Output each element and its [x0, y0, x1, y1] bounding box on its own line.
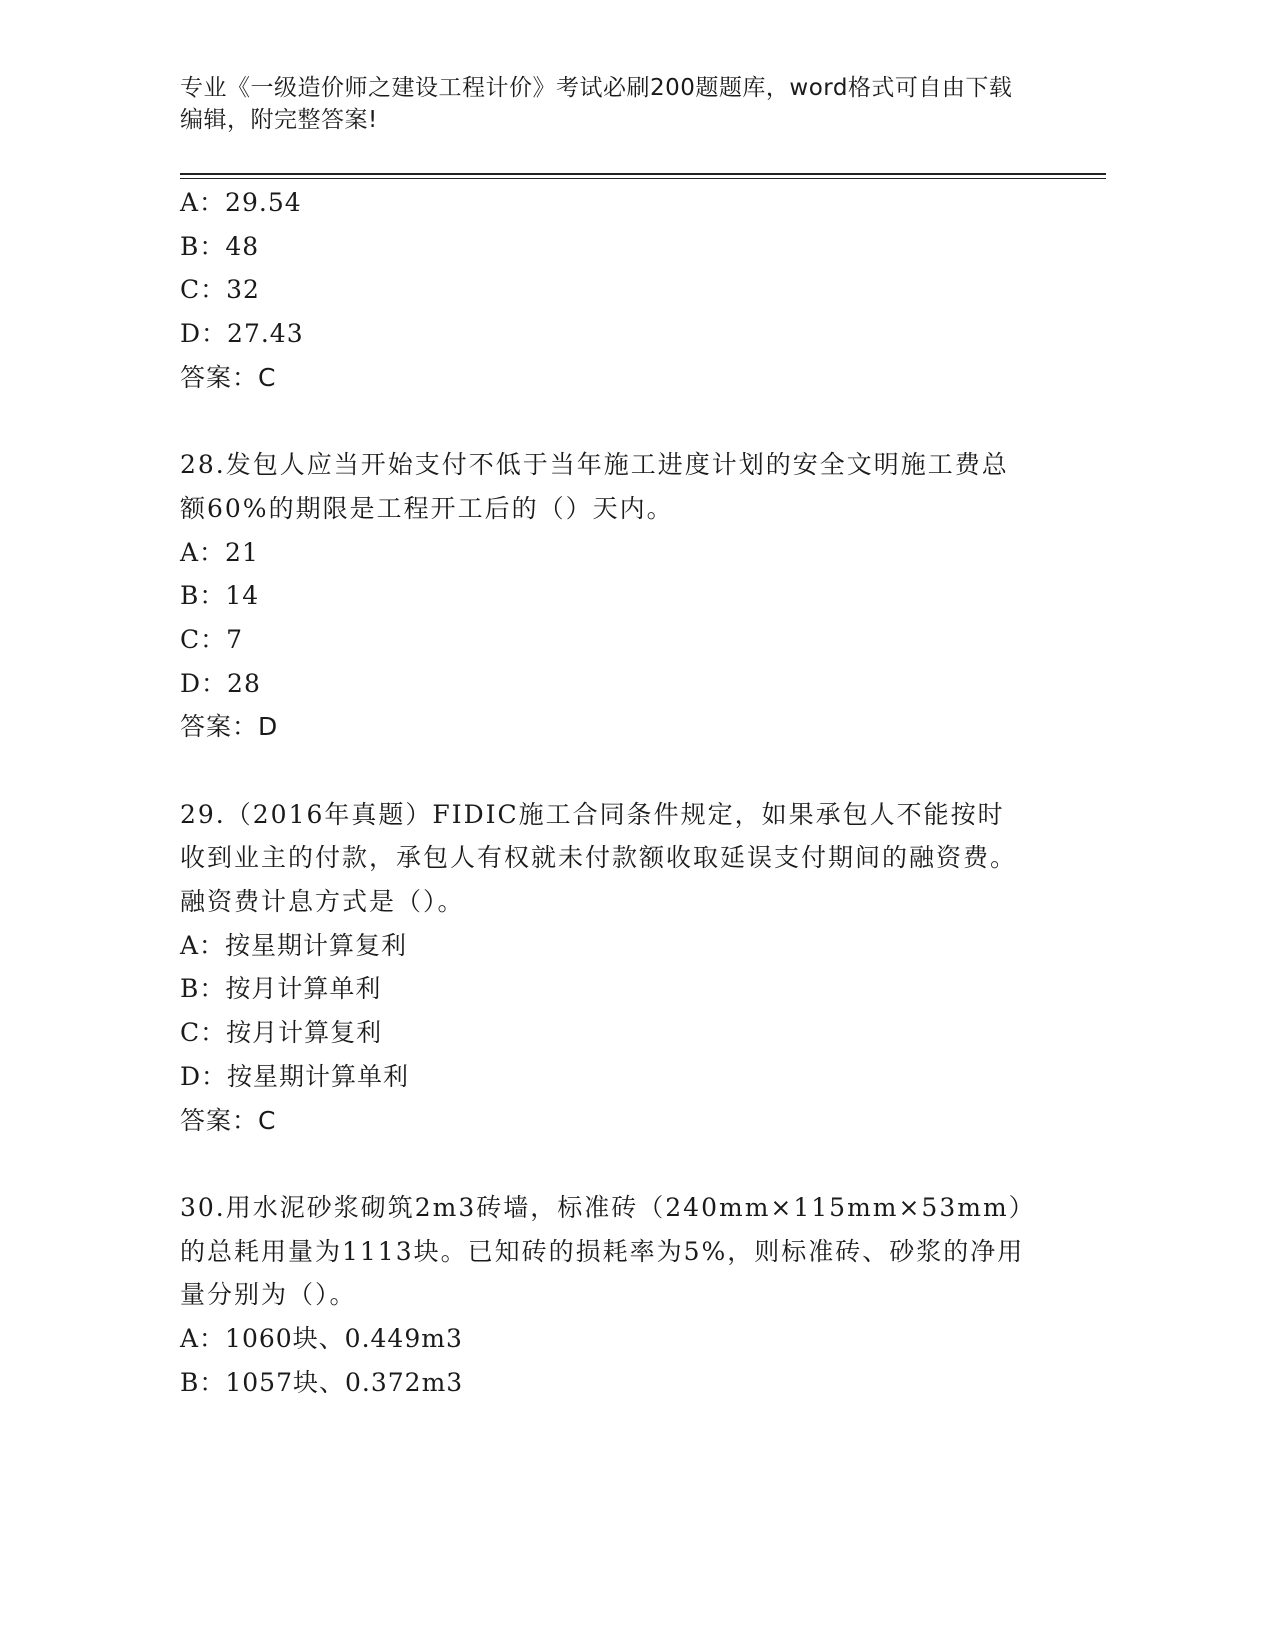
header-line-1: 专业《一级造价师之建设工程计价》考试必刷200题题库，word格式可自由下载: [180, 75, 1013, 101]
question-27-block: [180, 181, 1050, 399]
option-a: A：1060块、0.449m3: [180, 1324, 463, 1353]
option-c: C：7: [180, 624, 244, 654]
option-d: D：按星期计算单利: [180, 1061, 410, 1091]
option-c: C：32: [180, 275, 260, 305]
header-rule-thin: [180, 178, 1106, 179]
spacer: [180, 749, 1050, 793]
option-c: C：按月计算复利: [180, 1018, 383, 1048]
option-a: A：21: [180, 537, 259, 567]
option-d: D：27.43: [180, 319, 304, 349]
option-d: D：28: [180, 668, 261, 698]
header-line-2: 编辑，附完整答案!: [180, 107, 378, 133]
spacer: [180, 1142, 1050, 1186]
answer-line: 答案：C: [180, 1105, 277, 1135]
option-a: A：29.54: [180, 188, 302, 217]
question-text: 29.（2016年真题）FIDIC施工合同条件规定，如果承包人不能按时收到业主的付款，承包人有权就未付款额收取延误支付期间的融资费。融资费计息方式是（）。: [180, 799, 1018, 917]
spacer: [180, 399, 1050, 443]
option-b: B：1057块、0.372m3: [180, 1367, 464, 1397]
document-header: [180, 72, 1050, 136]
answer-line: 答案：C: [180, 362, 277, 392]
question-text: 28.发包人应当开始支付不低于当年施工进度计划的安全文明施工费总额60%的期限是工程开工后的（）天内。: [180, 450, 1009, 523]
question-30-block: [180, 1186, 1050, 1404]
option-b: B：48: [180, 231, 260, 261]
answer-line: 答案：D: [180, 712, 279, 742]
question-29-block: [180, 793, 1050, 1143]
question-content: [180, 181, 1050, 1404]
header-rule-thick: [180, 173, 1106, 175]
option-b: B：14: [180, 581, 260, 611]
question-text: 30.用水泥砂浆砌筑2m3砖墙，标准砖（240mm×115mm×53mm）的总耗用量为1113块。已知砖的损耗率为5%，则标准砖、砂浆的净用量分别为（）。: [180, 1192, 1025, 1310]
option-a: A：按星期计算复利: [180, 930, 408, 960]
option-b: B：按月计算单利: [180, 974, 382, 1004]
question-28-block: [180, 443, 1050, 749]
